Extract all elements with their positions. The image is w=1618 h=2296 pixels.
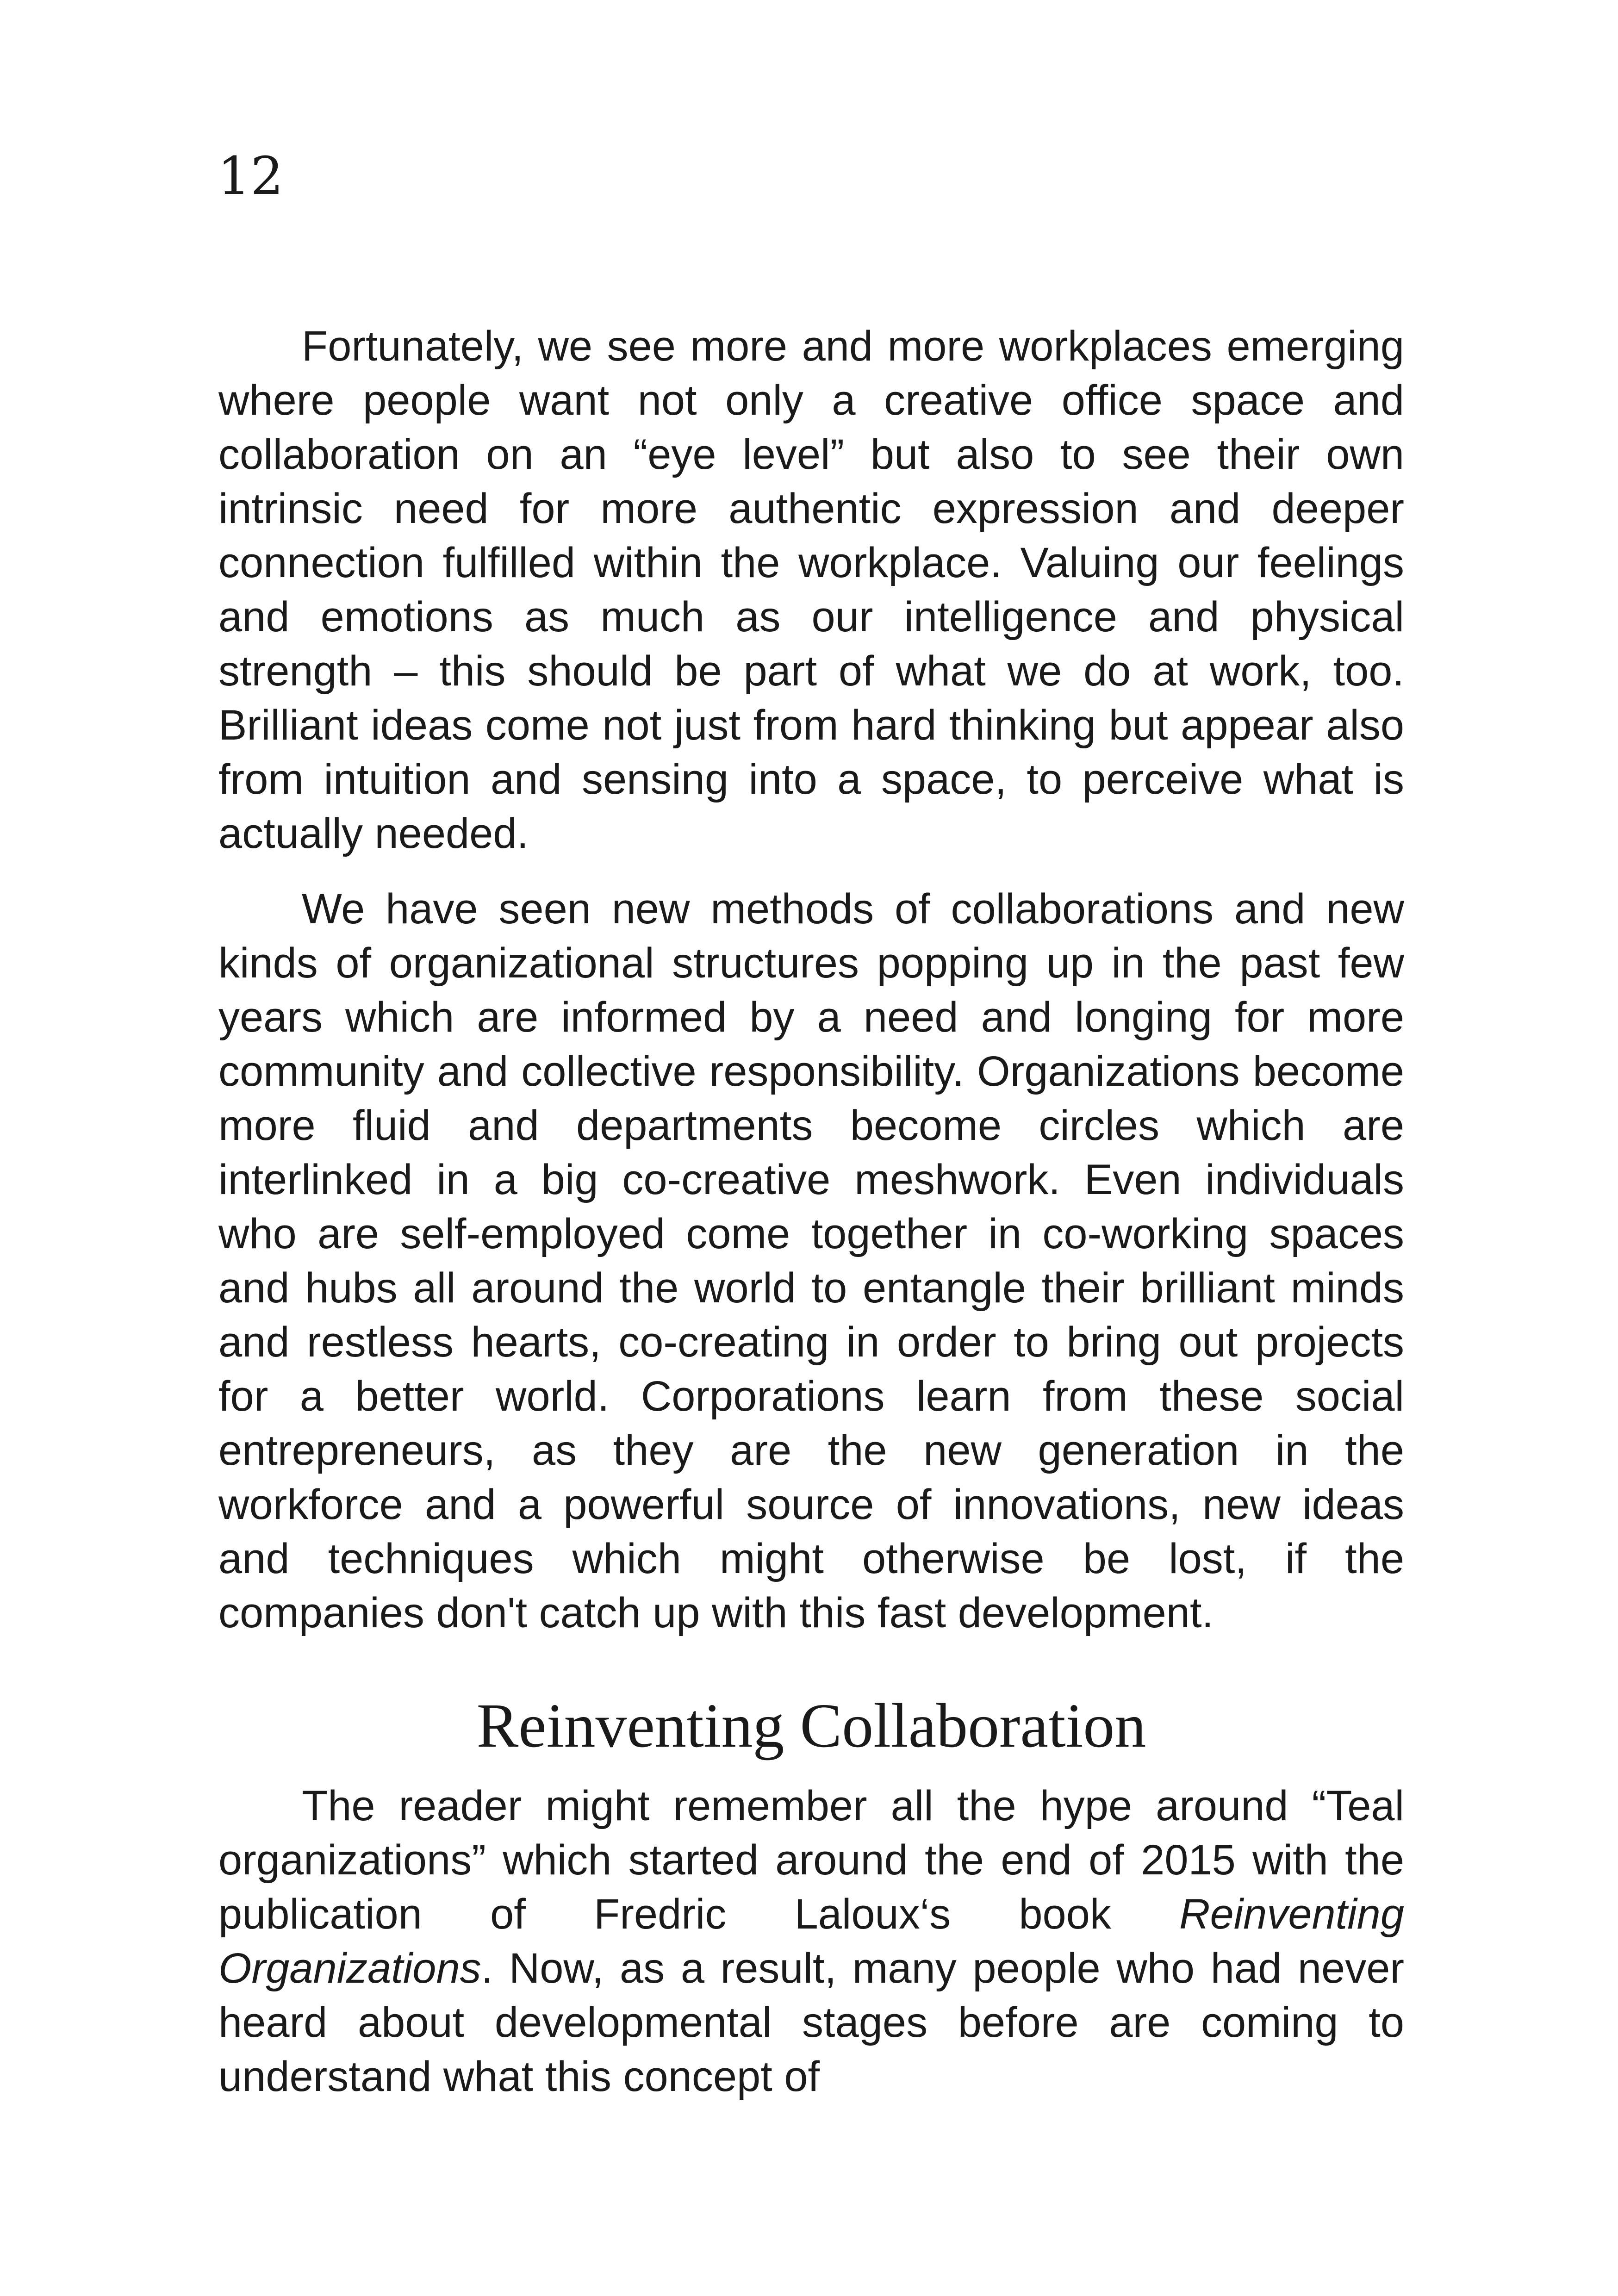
paragraph-1: Fortunately, we see more and more workplaces emerging where people want not only a creative office space and collaboration on an “eye level” but also to see their own intrinsic need for more authentic expression and deeper connection fulfilled within the workplace. Valuing our feelings and emotions as much as our intelligence and physical strength – this should be part of what we do at work, too. Brilliant ideas come not just from hard thinking but appear also from intuition and sensing into a space, to perceive what is actually needed. bbox=[218, 323, 1404, 857]
page-number: 12 bbox=[218, 146, 284, 206]
paragraph-3-text-start: The reader might remember all the hype around “Teal organizations” which started around the end of 2015 with the publication of Fredric Laloux‘s book bbox=[218, 1782, 1404, 1938]
book-title: Reinventing Organizations bbox=[218, 1891, 1404, 1992]
paragraph-2: We have seen new methods of collaborations and new kinds of organizational structures popping up in the past few years which are informed by a need and longing for more community and collective responsibility. Organizations become more fluid and departments become circles which are interlinked in a big co-creative meshwork. Even individuals who are self-employed come together in co-working spaces and hubs all around the world to entangle their brilliant minds and restless hearts, co-creating in order to bring out projects for a better world. Corporations learn from these social entrepreneurs, as they are the new generation in the workforce and a powerful source of innovations, new ideas and techniques which might otherwise be lost, if the companies don't catch up with this fast development. bbox=[218, 885, 1404, 1636]
paragraph-3-text-end: . Now, as a result, many people who had never heard about developmental stages before are coming to understand what this concept of bbox=[218, 1945, 1404, 2100]
paragraph-3 bbox=[218, 1779, 1404, 2104]
body-text bbox=[218, 319, 1404, 2104]
section-heading: Reinventing Collaboration bbox=[476, 1691, 1146, 1761]
